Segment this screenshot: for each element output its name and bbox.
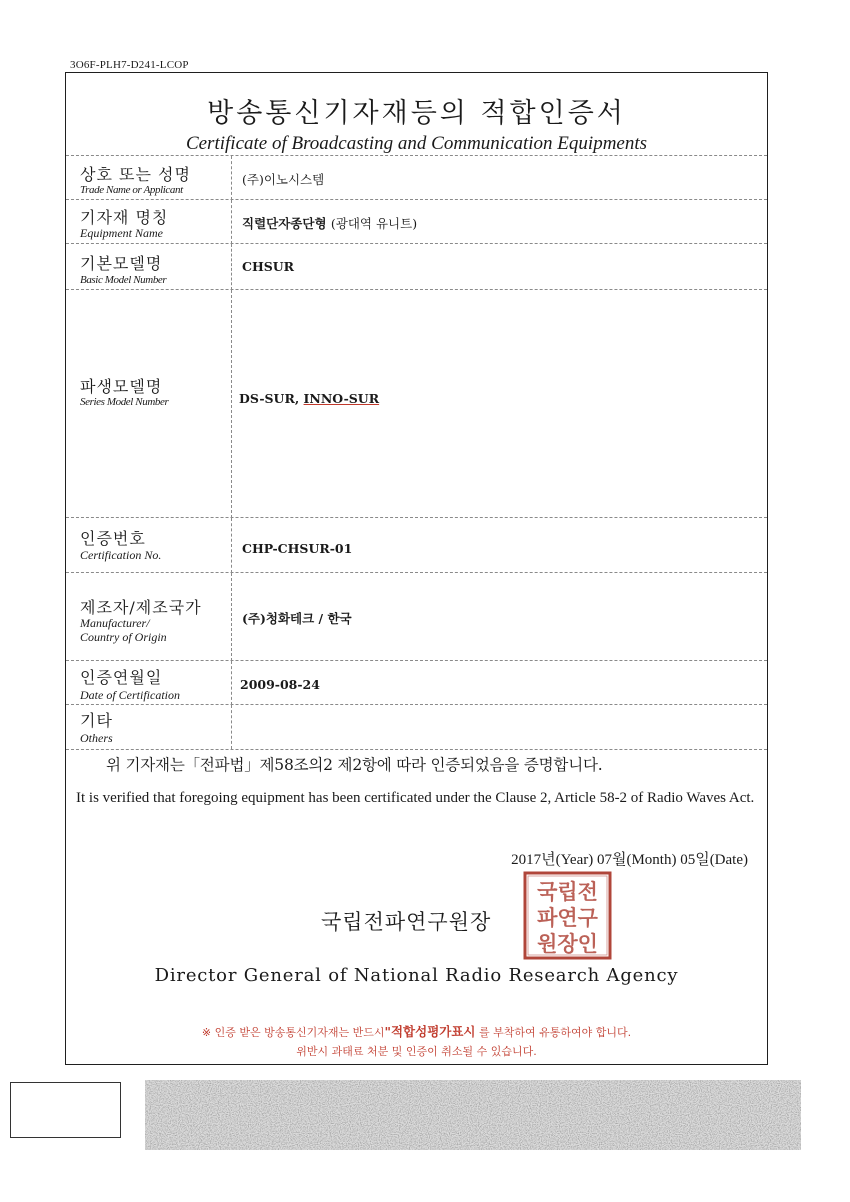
notice-line-1-post: 를 부착하여 유통하여야 합니다. [475,1026,632,1039]
row-manufacturer [66,572,767,661]
empty-box [10,1082,121,1138]
label-equipment-name-ko: 기자재 명칭 [80,208,169,227]
svg-text:파연구: 파연구 [537,905,598,930]
label-manufacturer-ko: 제조자/제조국가 [80,598,202,617]
value-equipment-name-suffix: (광대역 유니트) [330,216,418,231]
svg-text:국립전: 국립전 [537,879,598,904]
value-equipment-name [242,214,417,232]
row-trade-name [66,155,767,200]
label-equipment-name-en: Equipment Name [80,226,163,240]
title-korean: 방송통신기자재등의 적합인증서 [207,98,626,129]
statement-korean: 위 기자재는「전파법」제58조의2 제2항에 따라 인증되었음을 증명합니다. [106,756,603,774]
title-english: Certificate of Broadcasting and Communication Equipments [185,133,648,154]
document-code: 3O6F-PLH7-D241-LCOP [70,59,189,71]
row-basic-model [66,243,767,290]
statement-english: It is verified that foregoing equipment has been certificated under the Clause 2, Article 58-2 of Radio Waves Act. [76,790,755,806]
issue-date: 2017년(Year) 07월(Month) 05일(Date) [511,852,748,868]
value-equipment-name-main: 직렬단자종단형 [242,216,327,231]
issuer-english: Director General of National Radio Research Agency [154,965,679,986]
label-date-of-certification-en: Date of Certification [80,688,180,702]
row-equipment-name [66,199,767,244]
notice-line-1-pre: ※ 인증 받은 방송통신기자재는 반드시 [201,1026,385,1039]
label-date-of-certification-ko: 인증연월일 [80,668,163,687]
row-certification-no [66,517,767,573]
label-manufacturer-en-line2: Country of Origin [80,630,167,644]
notice-line-1-strong: "적합성평가표시 [384,1024,476,1039]
value-basic-model: CHSUR [242,259,295,274]
certificate-frame [65,72,768,1065]
issuer-korean: 국립전파연구원장 [321,910,492,934]
value-series-model-part2: INNO-SUR [303,391,380,406]
security-pattern-strip [145,1080,801,1150]
value-trade-name: (주)이노시스템 [242,172,325,187]
value-certification-no: CHP-CHSUR-01 [242,541,353,556]
notice-line-1 [66,1022,767,1040]
value-manufacturer: (주)청화테크 / 한국 [242,611,352,626]
label-basic-model-ko: 기본모델명 [80,254,163,273]
label-certification-no-en: Certification No. [80,548,162,562]
notice-line-2: 위반시 과태료 처분 및 인증이 취소될 수 있습니다. [296,1045,537,1058]
official-seal-icon [523,871,612,960]
label-trade-name-ko: 상호 또는 성명 [80,165,191,184]
value-series-model [239,391,379,406]
label-trade-name-en: Trade Name or Applicant [80,184,183,196]
svg-text:원장인: 원장인 [537,931,598,956]
label-series-model-ko: 파생모델명 [80,377,163,396]
row-date-of-certification [66,660,767,705]
label-basic-model-en: Basic Model Number [80,274,167,286]
label-certification-no-ko: 인증번호 [80,529,146,548]
label-manufacturer-en-line1: Manufacturer/ [80,616,150,630]
value-series-model-part1: DS-SUR, [239,391,304,406]
label-others-ko: 기타 [80,711,113,730]
value-date-of-certification: 2009-08-24 [240,677,320,692]
label-others-en: Others [80,731,113,745]
row-others [66,704,767,750]
label-series-model-en: Series Model Number [80,396,169,408]
row-series-model [66,289,767,518]
